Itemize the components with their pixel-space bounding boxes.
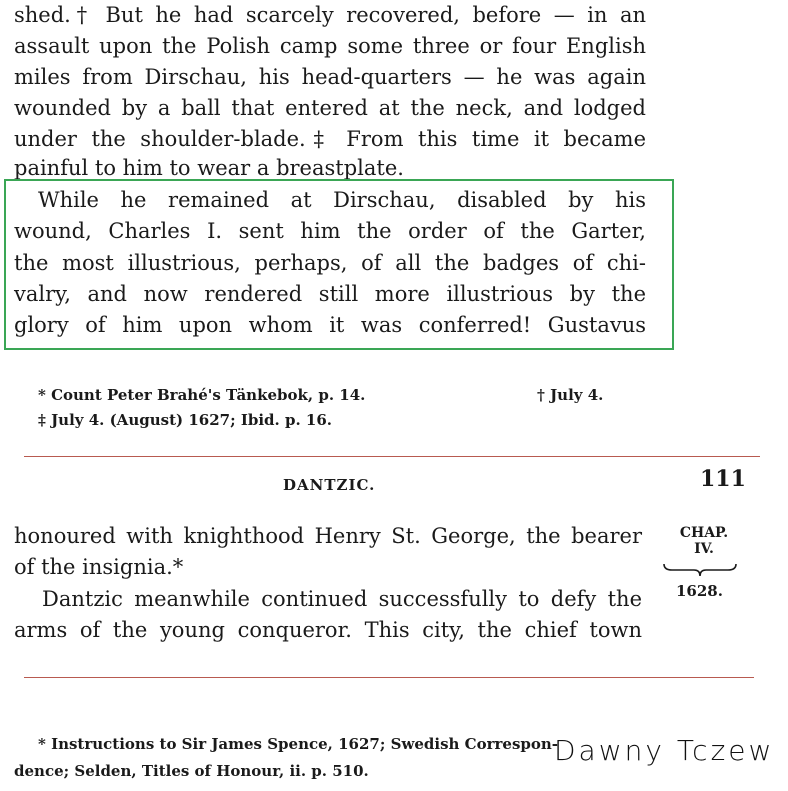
footnote-dagger: † July 4. <box>537 386 604 404</box>
footnote-line: dence; Selden, Titles of Honour, ii. p. 510. <box>14 762 369 780</box>
footnote-divider <box>24 677 754 678</box>
text-line: under the shoulder-blade.‡ From this time it became <box>14 127 646 151</box>
text-line: glory of him upon whom it was conferred! Gustavus <box>14 313 646 337</box>
text-line: wound, Charles I. sent him the order of the Garter, <box>14 219 646 243</box>
text-line: Dantzic meanwhile continued successfully to defy the <box>42 587 642 611</box>
text-line: wounded by a ball that entered at the neck, and lodged <box>14 96 646 120</box>
text-line: miles from Dirschau, his head-quarters — he was again <box>14 65 646 89</box>
footnote-double-dagger: ‡ July 4. (August) 1627; Ibid. p. 16. <box>38 411 332 429</box>
text-line: While he remained at Dirschau, disabled by his <box>38 188 646 212</box>
margin-note-chap: CHAP. <box>679 525 729 541</box>
text-line: the most illustrious, perhaps, of all the badges of chi- <box>14 251 646 275</box>
margin-note-year: 1628. <box>676 582 723 600</box>
text-line: painful to him to wear a breastplate. <box>14 156 404 180</box>
text-line: arms of the young conqueror. This city, the chief town <box>14 618 642 642</box>
margin-note <box>664 525 744 557</box>
text-line: valry, and now rendered still more illustrious by the <box>14 282 646 306</box>
page-divider <box>24 456 760 457</box>
text-line: assault upon the Polish camp some three or four English <box>14 34 646 58</box>
running-head: DANTZIC. <box>283 476 376 494</box>
page-number: 111 <box>700 466 746 492</box>
text-line: shed.† But he had scarcely recovered, before — in an <box>14 3 646 27</box>
footnote-star: * Count Peter Brahé's Tänkebok, p. 14. <box>38 386 366 404</box>
text-line: of the insignia.* <box>14 555 184 579</box>
footnote-line: * Instructions to Sir James Spence, 1627; Swedish Correspon- <box>38 735 559 753</box>
text-line: honoured with knighthood Henry St. George, the bearer <box>14 524 642 548</box>
brace-icon <box>662 562 738 578</box>
margin-note-number: IV. <box>694 541 714 557</box>
watermark: Dawny Tczew <box>554 734 775 767</box>
